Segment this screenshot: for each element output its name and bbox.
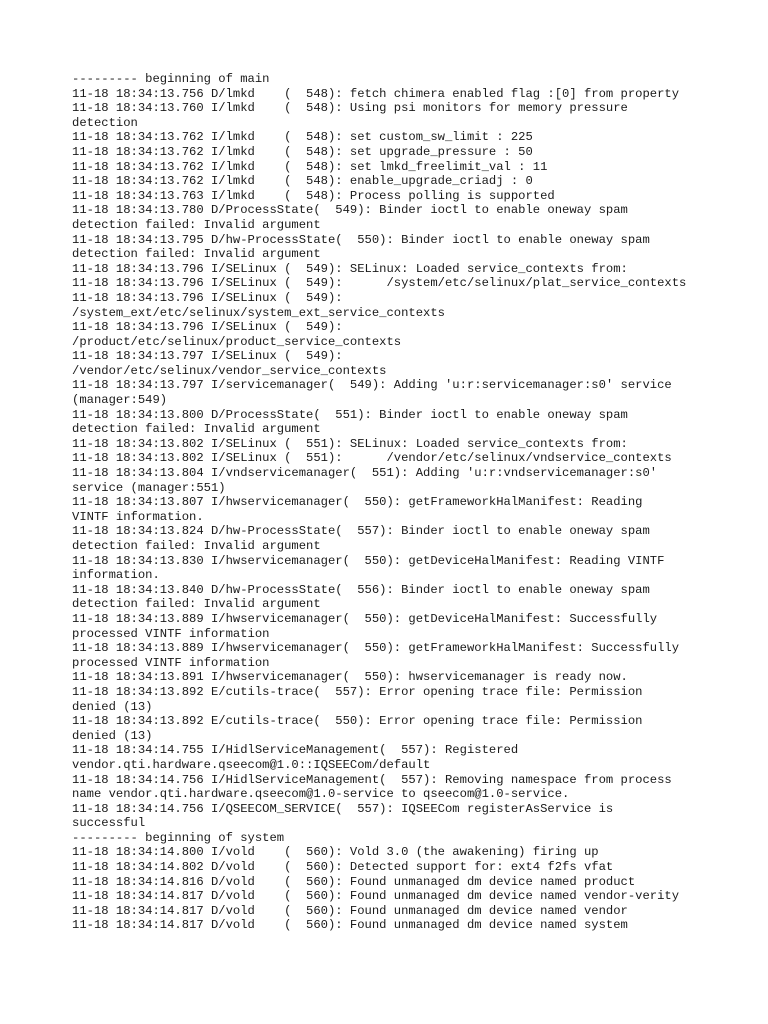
log-line: 11-18 18:34:13.804 I/vndservicemanager( 551): Adding 'u:r:vndservicemanager:s0' bbox=[72, 466, 658, 481]
log-line: detection failed: Invalid argument bbox=[72, 247, 321, 262]
log-line: 11-18 18:34:13.762 I/lmkd ( 548): enable_upgrade_criadj : 0 bbox=[72, 174, 533, 189]
log-line: 11-18 18:34:13.807 I/hwservicemanager( 550): getFrameworkHalManifest: Reading bbox=[72, 495, 643, 510]
log-line: 11-18 18:34:13.802 I/SELinux ( 551): SELinux: Loaded service_contexts from: bbox=[72, 436, 628, 451]
log-line: denied (13) bbox=[72, 728, 153, 743]
log-line: 11-18 18:34:13.795 D/hw-ProcessState( 550): Binder ioctl to enable oneway spam bbox=[72, 232, 650, 247]
log-line: VINTF information. bbox=[72, 509, 204, 524]
log-line: 11-18 18:34:13.762 I/lmkd ( 548): set lmkd_freelimit_val : 11 bbox=[72, 159, 548, 174]
log-line: denied (13) bbox=[72, 699, 153, 714]
log-line: 11-18 18:34:14.817 D/vold ( 560): Found unmanaged dm device named vendor-verity bbox=[72, 889, 680, 904]
log-line: 11-18 18:34:13.824 D/hw-ProcessState( 557): Binder ioctl to enable oneway spam bbox=[72, 524, 650, 539]
log-line: detection bbox=[72, 115, 138, 130]
log-line: --------- beginning of system bbox=[72, 830, 285, 845]
log-line: 11-18 18:34:14.802 D/vold ( 560): Detected support for: ext4 f2fs vfat bbox=[72, 860, 614, 875]
log-document bbox=[72, 72, 712, 933]
log-line: 11-18 18:34:13.840 D/hw-ProcessState( 556): Binder ioctl to enable oneway spam bbox=[72, 582, 650, 597]
log-line: /vendor/etc/selinux/vendor_service_contexts bbox=[72, 363, 387, 378]
log-line: 11-18 18:34:13.802 I/SELinux ( 551): /vendor/etc/selinux/vndservice_contexts bbox=[72, 451, 672, 466]
log-line: detection failed: Invalid argument bbox=[72, 422, 321, 437]
log-line: /system_ext/etc/selinux/system_ext_service_contexts bbox=[72, 305, 445, 320]
log-line: 11-18 18:34:14.817 D/vold ( 560): Found unmanaged dm device named vendor bbox=[72, 903, 628, 918]
log-line: /product/etc/selinux/product_service_contexts bbox=[72, 334, 402, 349]
log-line: 11-18 18:34:13.756 D/lmkd ( 548): fetch chimera enabled flag :[0] from property bbox=[72, 86, 680, 101]
log-line: detection failed: Invalid argument bbox=[72, 539, 321, 553]
log-line: 11-18 18:34:13.892 E/cutils-trace( 557): Error opening trace file: Permission bbox=[72, 684, 643, 699]
log-line: 11-18 18:34:13.830 I/hwservicemanager( 550): getDeviceHalManifest: Reading VINTF bbox=[72, 553, 665, 568]
log-line: 11-18 18:34:13.796 I/SELinux ( 549): SELinux: Loaded service_contexts from: bbox=[72, 261, 628, 276]
log-line: detection failed: Invalid argument bbox=[72, 597, 321, 612]
log-line: 11-18 18:34:14.755 I/HidlServiceManagement( 557): Registered bbox=[72, 743, 519, 758]
log-line: vendor.qti.hardware.qseecom@1.0::IQSEECom/default bbox=[72, 757, 431, 772]
log-line: 11-18 18:34:13.762 I/lmkd ( 548): set custom_sw_limit : 225 bbox=[72, 130, 533, 145]
log-line: 11-18 18:34:13.892 E/cutils-trace( 550): Error opening trace file: Permission bbox=[72, 714, 643, 729]
log-line: 11-18 18:34:13.796 I/SELinux ( 549): bbox=[72, 320, 343, 335]
log-line: 11-18 18:34:14.756 I/QSEECOM_SERVICE( 557): IQSEECom registerAsService is bbox=[72, 801, 614, 816]
log-line: processed VINTF information bbox=[72, 655, 270, 670]
log-line: service (manager:551) bbox=[72, 480, 226, 495]
log-line: 11-18 18:34:13.797 I/SELinux ( 549): bbox=[72, 349, 343, 364]
log-line: processed VINTF information bbox=[72, 626, 270, 641]
log-line: 11-18 18:34:14.756 I/HidlServiceManagement( 557): Removing namespace from process bbox=[72, 772, 672, 787]
log-line: name vendor.qti.hardware.qseecom@1.0-service to qseecom@1.0-service. bbox=[72, 787, 570, 802]
log-line: successful bbox=[72, 816, 146, 831]
log-line: 11-18 18:34:13.800 D/ProcessState( 551): Binder ioctl to enable oneway spam bbox=[72, 407, 628, 422]
log-line: 11-18 18:34:13.762 I/lmkd ( 548): set upgrade_pressure : 50 bbox=[72, 144, 533, 159]
log-line: 11-18 18:34:13.796 I/SELinux ( 549): /system/etc/selinux/plat_service_contexts bbox=[72, 276, 687, 291]
log-line: 11-18 18:34:13.889 I/hwservicemanager( 550): getFrameworkHalManifest: Successfully bbox=[72, 641, 680, 656]
log-line: 11-18 18:34:13.889 I/hwservicemanager( 550): getDeviceHalManifest: Successfully bbox=[72, 611, 658, 626]
log-line: detection failed: Invalid argument bbox=[72, 217, 321, 232]
log-line: 11-18 18:34:13.797 I/servicemanager( 549): Adding 'u:r:servicemanager:s0' service bbox=[72, 378, 672, 393]
log-line: --------- beginning of main bbox=[72, 72, 270, 86]
log-line: 11-18 18:34:13.760 I/lmkd ( 548): Using psi monitors for memory pressure bbox=[72, 101, 628, 116]
log-line: information. bbox=[72, 568, 160, 583]
log-line: (manager:549) bbox=[72, 393, 168, 408]
log-line: 11-18 18:34:13.796 I/SELinux ( 549): bbox=[72, 290, 343, 305]
log-line: 11-18 18:34:14.816 D/vold ( 560): Found unmanaged dm device named product bbox=[72, 874, 636, 889]
log-line: 11-18 18:34:13.891 I/hwservicemanager( 550): hwservicemanager is ready now. bbox=[72, 670, 628, 685]
log-line: 11-18 18:34:13.763 I/lmkd ( 548): Process polling is supported bbox=[72, 188, 555, 203]
log-line: 11-18 18:34:14.817 D/vold ( 560): Found unmanaged dm device named system bbox=[72, 918, 628, 933]
log-line: 11-18 18:34:13.780 D/ProcessState( 549): Binder ioctl to enable oneway spam bbox=[72, 203, 628, 218]
log-line: 11-18 18:34:14.800 I/vold ( 560): Vold 3.0 (the awakening) firing up bbox=[72, 845, 599, 860]
